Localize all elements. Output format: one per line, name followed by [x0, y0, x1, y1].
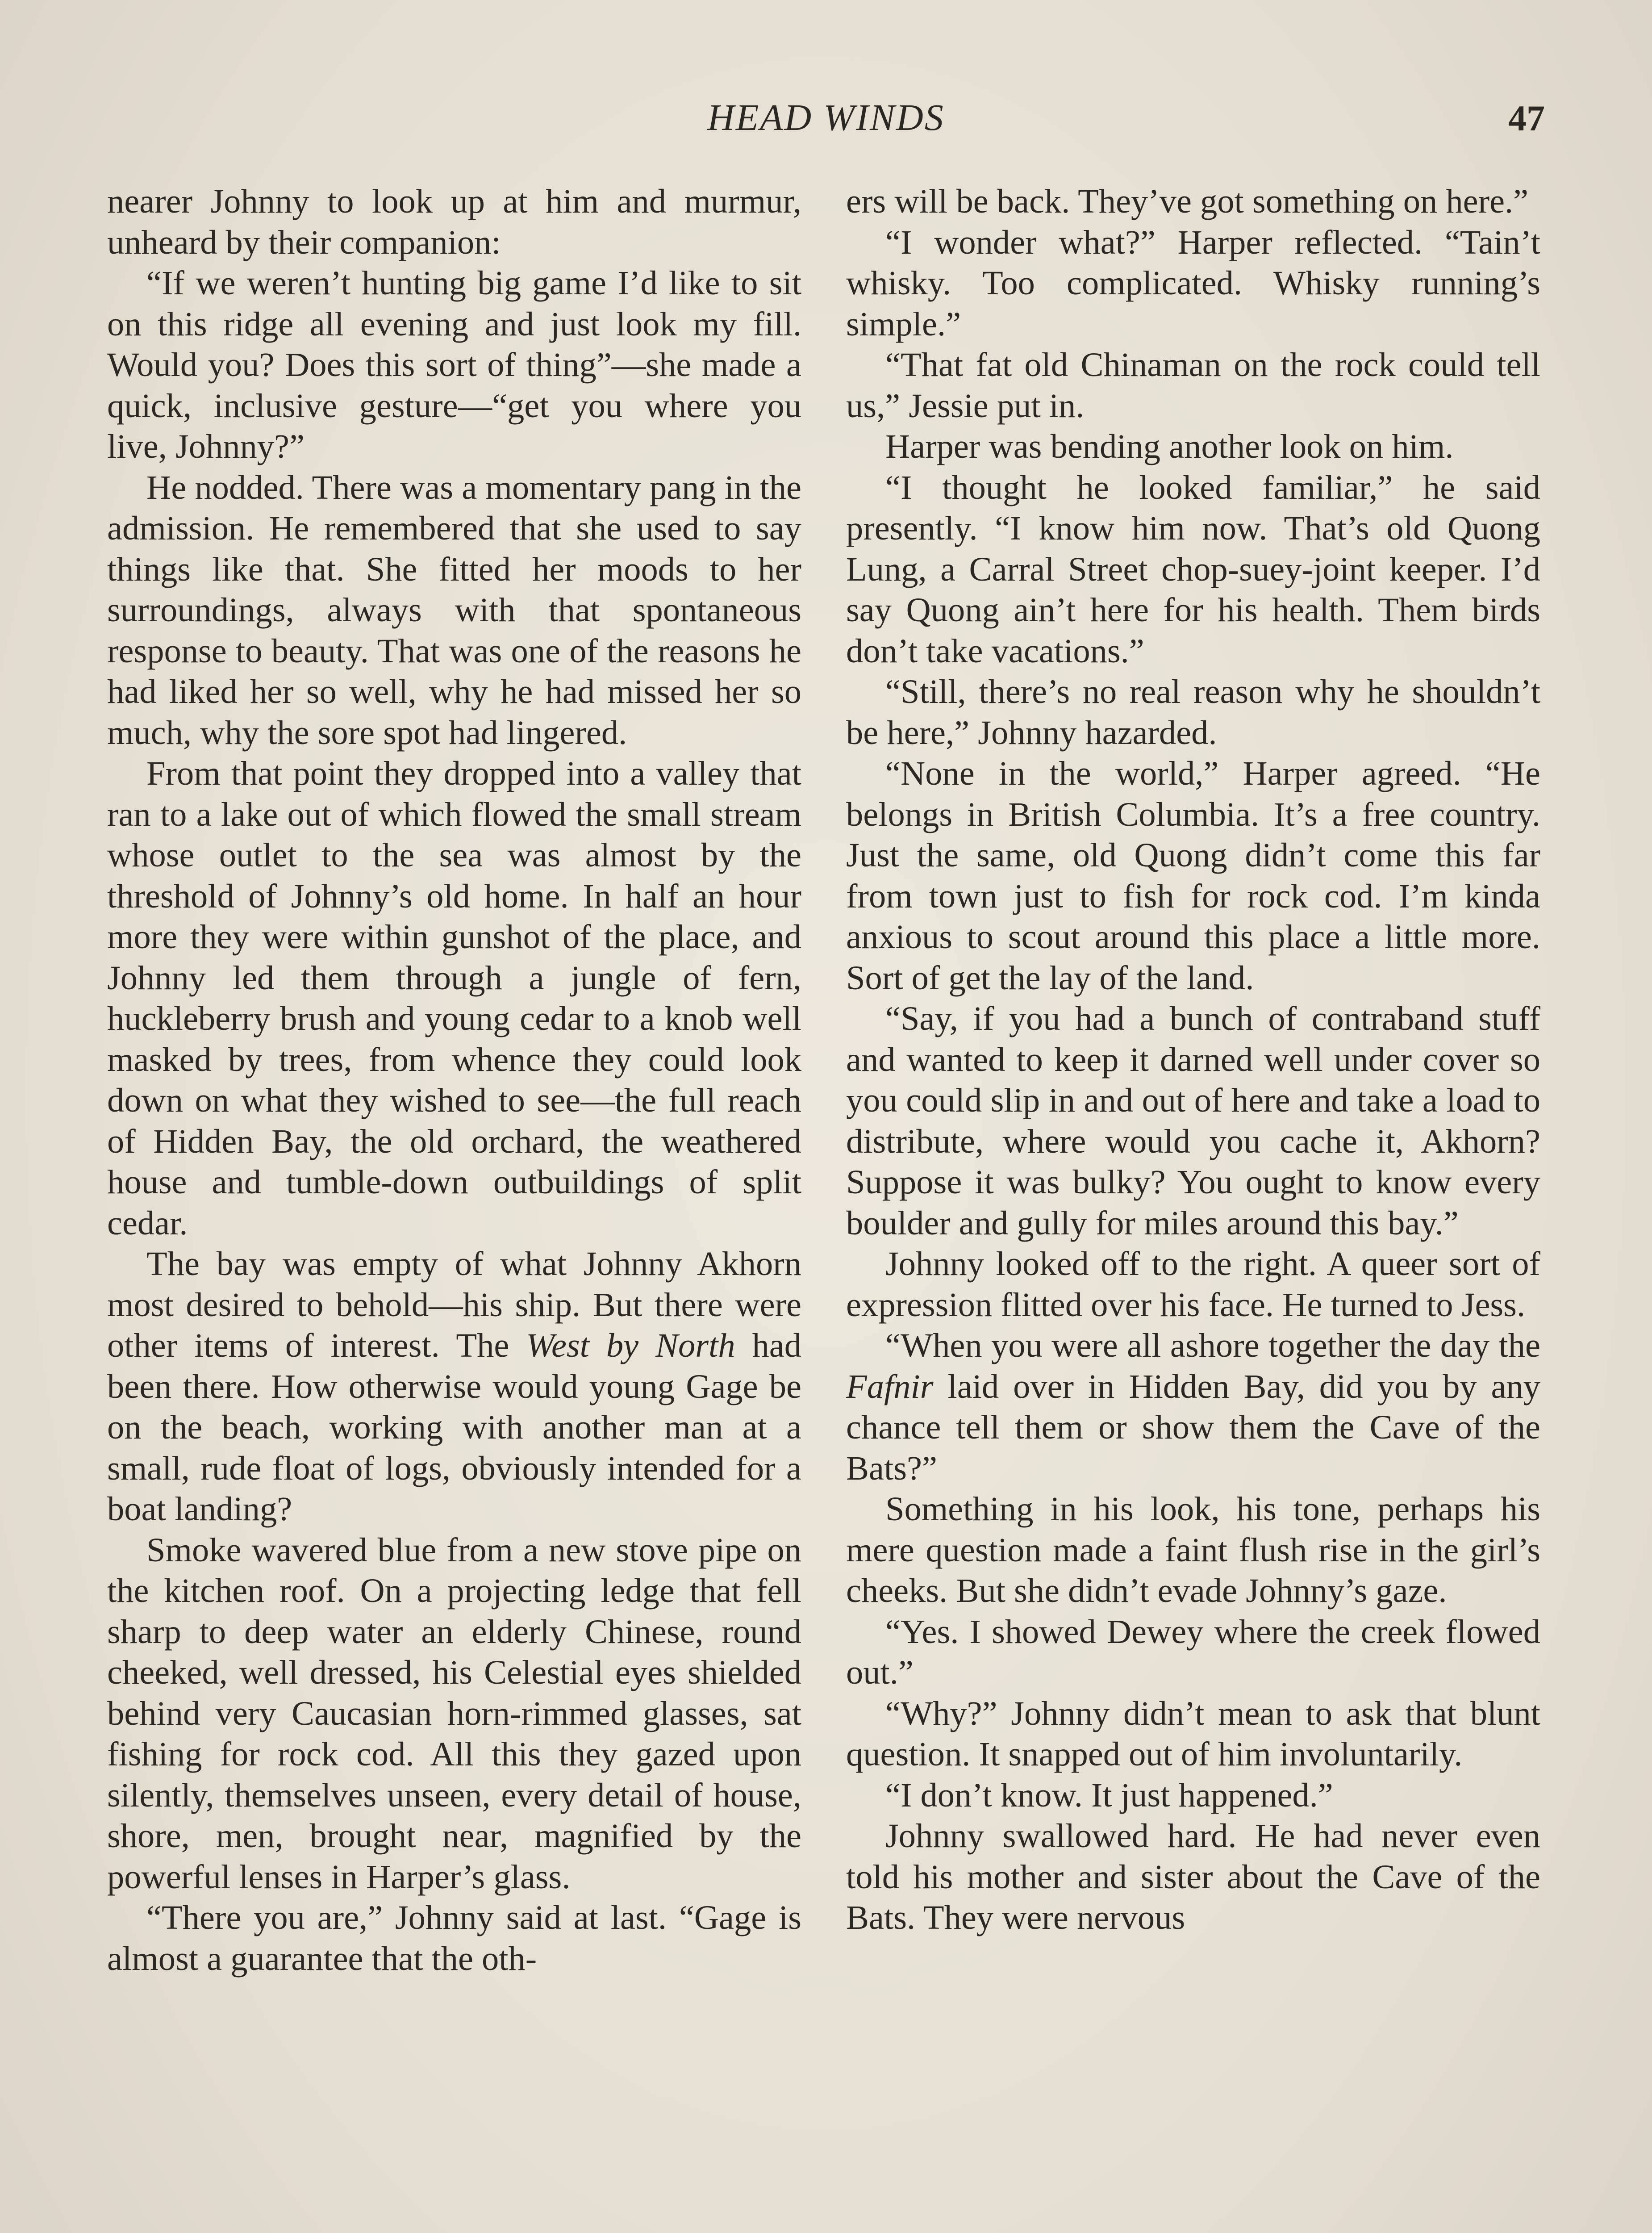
paragraph: “Why?” Johnny didn’t mean to ask that blunt question. It snapped out of him involuntarily. [846, 1694, 1540, 1773]
paragraph-text: The bay was empty of what Johnny Akhorn most desired to behold—his ship. But there were other items of interest. The [107, 1245, 801, 1364]
paragraph: “Say, if you had a bunch of contraband stuff and wanted to keep it darned well under cover so you could slip in and out of here and take a load to distribute, where would you cache it, Akhorn? Suppose it was bulky? You ought to know every boulder and gully for miles around this bay.” [846, 999, 1540, 1242]
paragraph-text: laid over in Hidden Bay, did you by any chance tell them or show them the Cave of the Bats?” [846, 1367, 1540, 1487]
paragraph: Something in his look, his tone, perhaps his mere question made a faint flush rise in the girl’s cheeks. But she didn’t evade Johnny’s gaze. [846, 1490, 1540, 1610]
paragraph: “None in the world,” Harper agreed. “He belongs in British Columbia. It’s a free country. Just the same, old Quong didn’t come this far from town just to fish for rock cod. I’m kinda anxious to scout around this place a little more. Sort of get the lay of the land. [846, 754, 1540, 997]
paragraph: ers will be back. They’ve got something on here.” [846, 182, 1529, 220]
paragraph: Johnny swallowed hard. He had never even told his mother and sister about the Cave of the Bats. They were nervous [846, 1817, 1540, 1936]
paragraph: Harper was bending another look on him. [885, 427, 1454, 465]
paragraph: “Yes. I showed Dewey where the creek flowed out.” [846, 1612, 1540, 1691]
paragraph: “That fat old Chinaman on the rock could tell us,” Jessie put in. [846, 346, 1540, 425]
paragraph-text: “When you were all ashore together the day the [885, 1326, 1540, 1364]
ship-name: West by North [526, 1326, 735, 1364]
paragraph: “I wonder what?” Harper reflected. “Tain’t whisky. Too complicated. Whisky running’s simple.” [846, 223, 1540, 343]
paragraph: Johnny looked off to the right. A queer sort of expression flitted over his face. He turned to Jess. [846, 1245, 1540, 1324]
page-number: 47 [1508, 98, 1545, 138]
paragraph [107, 1243, 801, 1530]
paragraph: He nodded. There was a momentary pang in the admission. He remembered that she used to say things like that. She fitted her moods to her surroundings, always with that spontaneous response to beauty. That was one of the reasons he had liked her so well, why he had missed her so much, why the sore spot had lingered. [107, 468, 801, 752]
paragraph: “If we weren’t hunting big game I’d like to sit on this ridge all evening and just look my fill. Would you? Does this sort of thing”—she made a quick, inclusive gesture—“get you where you live, Johnny?” [107, 264, 801, 465]
paragraph: “Still, there’s no real reason why he shouldn’t be here,” Johnny hazarded. [846, 673, 1540, 752]
paragraph: “There you are,” Johnny said at last. “Gage is almost a guarantee that the oth- [107, 1898, 801, 1978]
paragraph [846, 1325, 1540, 1489]
left-column [107, 181, 801, 1979]
paragraph: Smoke wavered blue from a new stove pipe on the kitchen roof. On a projecting ledge that fell sharp to deep water an elderly Chinese, round cheeked, well dressed, his Celestial eyes shielded behind very Caucasian horn-rimmed glasses, sat fishing for rock cod. All this they gazed upon silently, themselves unseen, every detail of house, shore, men, brought near, magnified by the powerful lenses in Harper’s glass. [107, 1530, 801, 1896]
ship-name: Fafnir [846, 1367, 934, 1405]
running-title: HEAD WINDS [707, 97, 945, 138]
paragraph: From that point they dropped into a valley that ran to a lake out of which flowed the small stream whose outlet to the sea was almost by the threshold of Johnny’s old home. In half an hour more they were within gunshot of the place, and Johnny led them through a jungle of fern, huckleberry brush and young cedar to a knob well masked by trees, from whence they could look down on what they wished to see—the full reach of Hidden Bay, the old orchard, the weathered house and tumble-down outbuildings of split cedar. [107, 754, 801, 1242]
right-column [846, 181, 1540, 1938]
paragraph: nearer Johnny to look up at him and murmur, unheard by their companion: [107, 182, 801, 261]
paragraph: “I don’t know. It just happened.” [885, 1776, 1333, 1814]
paragraph-text: had been there. How otherwise would young Gage be on the beach, working with another man at a small, rude float of logs, obviously intended for a boat landing? [107, 1326, 801, 1528]
paragraph: “I thought he looked familiar,” he said presently. “I know him now. That’s old Quong Lung, a Carral Street chop-suey-joint keeper. I’d say Quong ain’t here for his health. Them birds don’t take vacations.” [846, 468, 1540, 670]
